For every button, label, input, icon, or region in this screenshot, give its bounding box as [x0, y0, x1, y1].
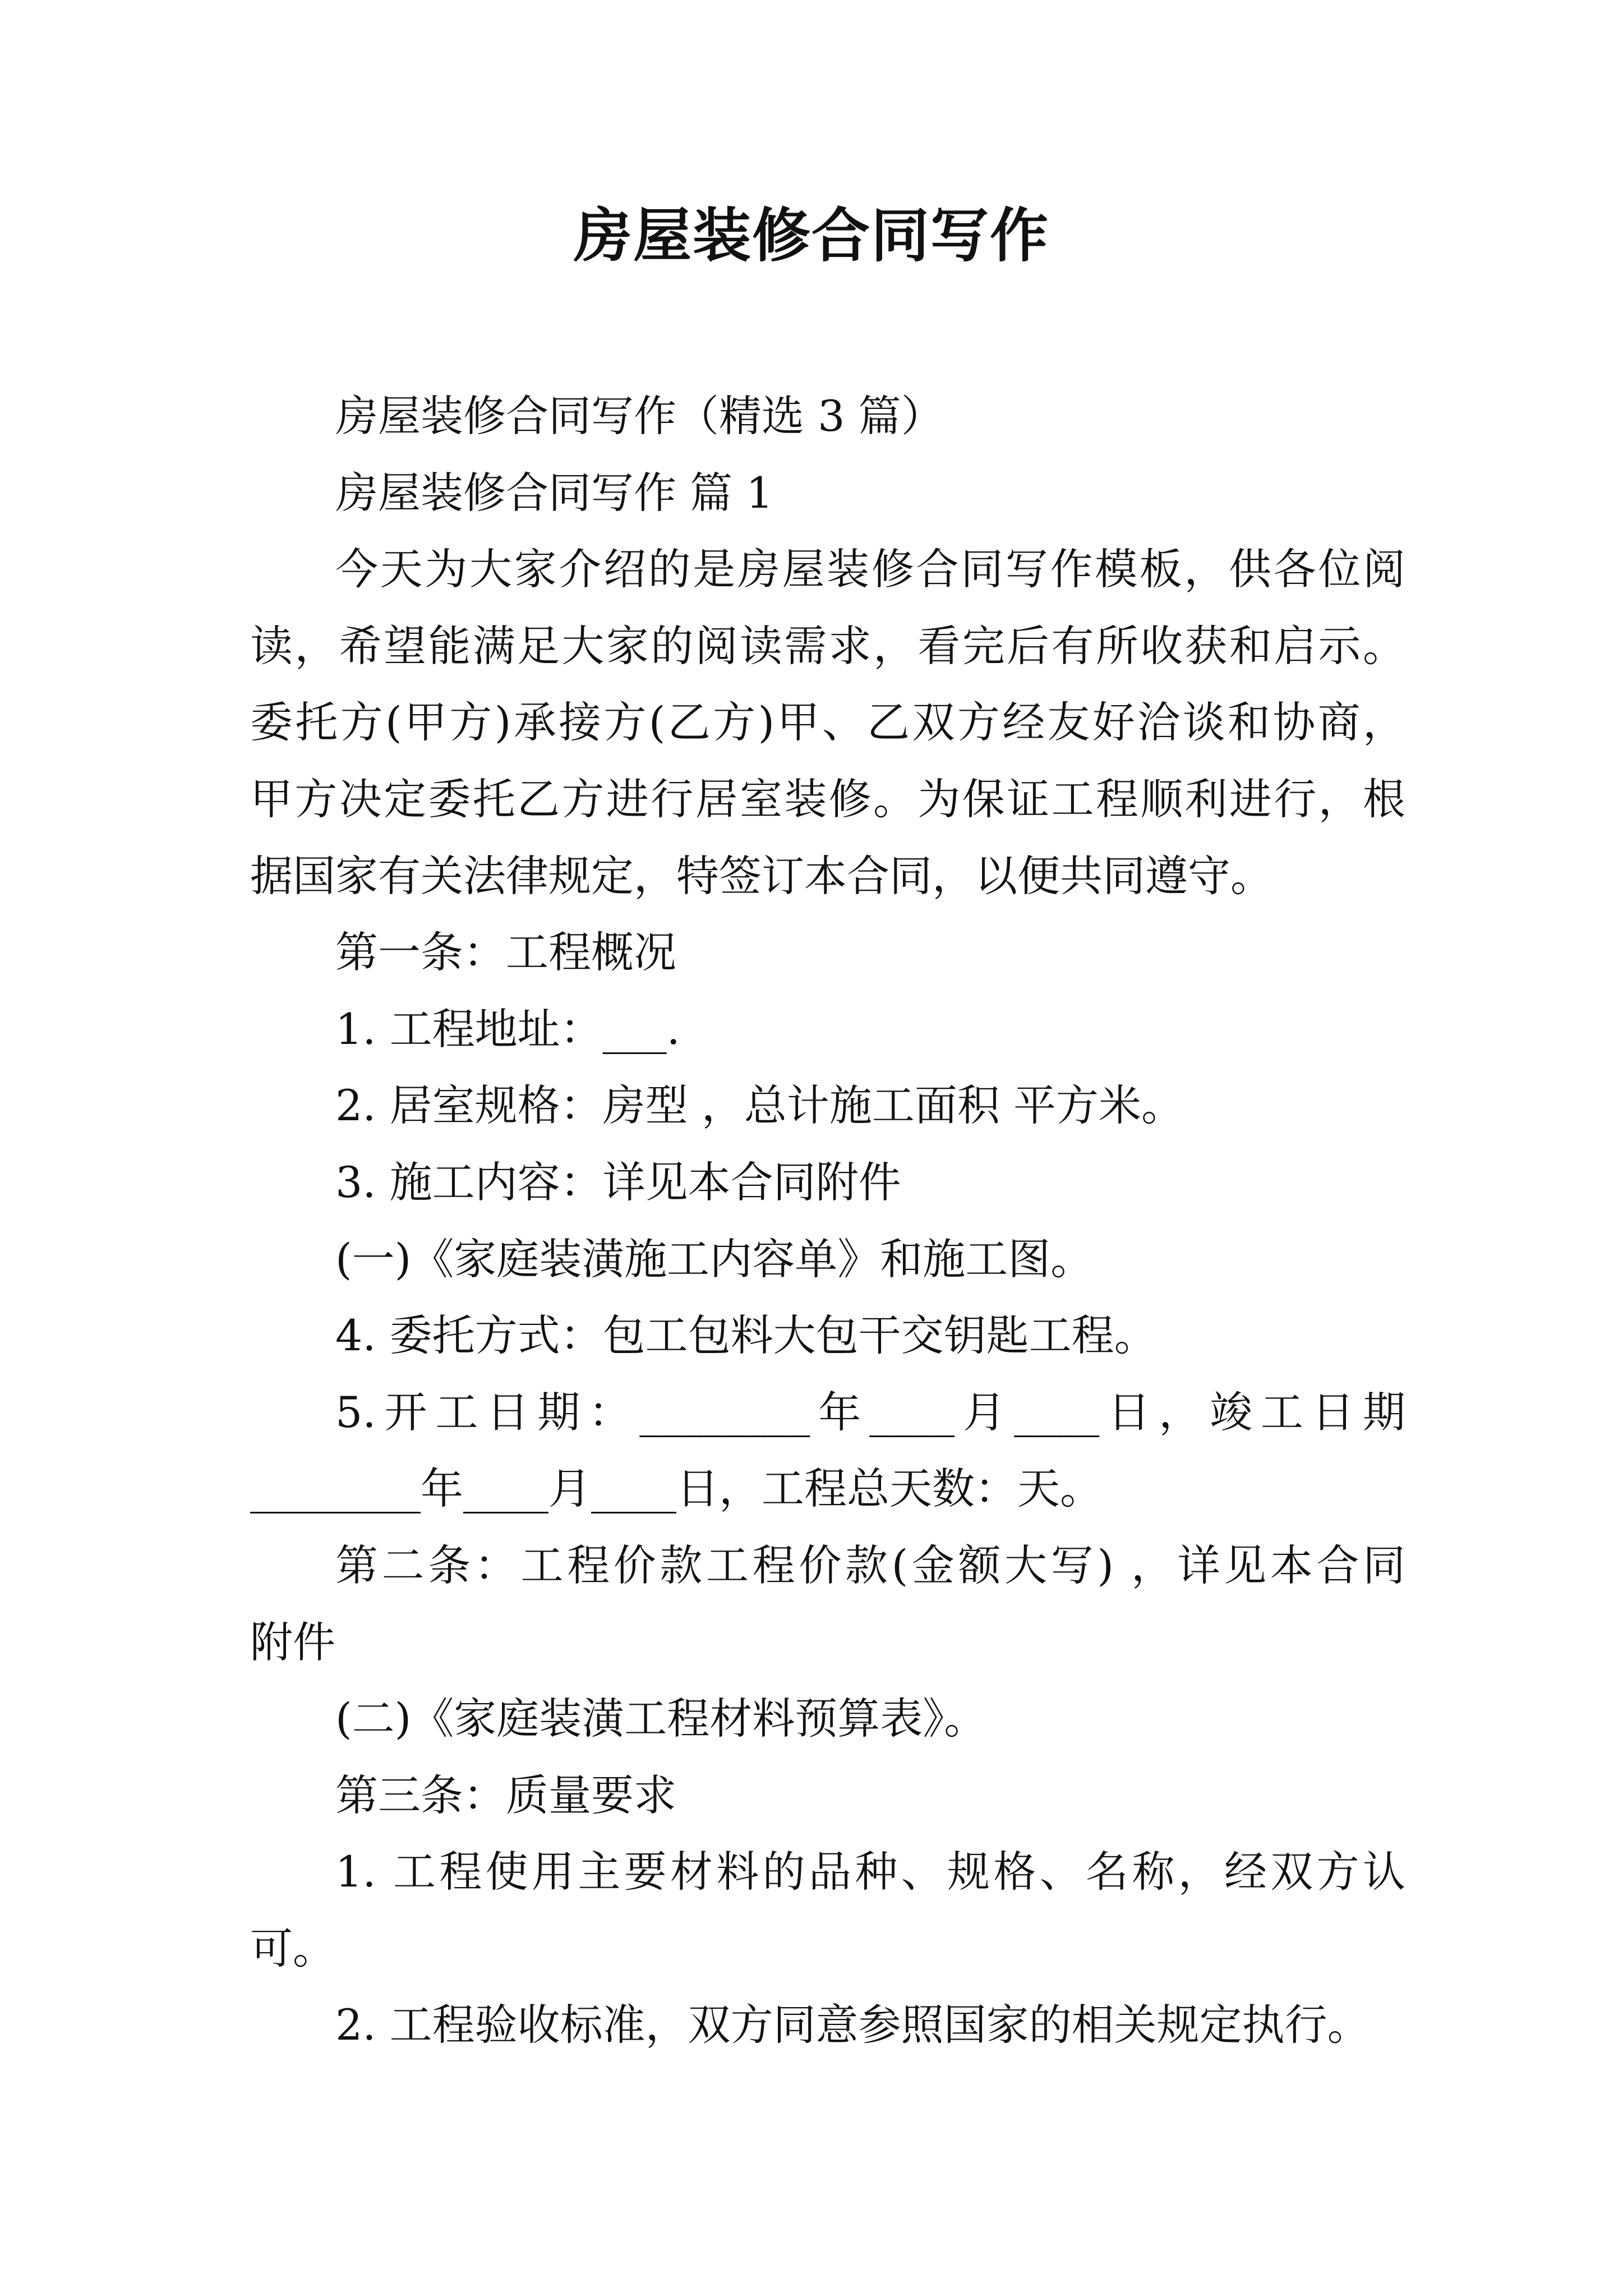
subtitle-line: 房屋装修合同写作（精选 3 篇）	[335, 391, 944, 441]
paragraph-line: 5.开工日期：________年____月____日，竣工日期	[335, 1387, 1405, 1437]
paragraph-line: 读，希望能满足大家的阅读需求，看完后有所收获和启示。	[250, 620, 1405, 671]
section-heading-line: 房屋装修合同写作 篇 1	[335, 467, 773, 518]
paragraph-line: 1. 工程地址：___.	[335, 1004, 680, 1054]
paragraph-line: (二)《家庭装潢工程材料预算表》。	[335, 1694, 987, 1744]
paragraph-line: 3. 施工内容：详见本合同附件	[335, 1157, 901, 1207]
intro-paragraph	[250, 531, 1405, 914]
section-heading-paragraph	[250, 455, 1405, 532]
paragraph-line: 据国家有关法律规定，特签订本合同，以便共同遵守。	[250, 850, 1273, 901]
clause-item	[250, 1987, 1405, 2064]
document-body	[250, 378, 1405, 2064]
clause-item	[250, 1221, 1405, 1298]
paragraph-line: 1. 工程使用主要材料的品种、规格、名称，经双方认	[335, 1847, 1405, 1897]
document-title: 房屋装修合同写作	[573, 201, 1049, 270]
clause-item-dates	[250, 1374, 1405, 1527]
paragraph-line: 甲方决定委托乙方进行居室装修。为保证工程顺利进行，根	[250, 774, 1405, 824]
paragraph-line: (一)《家庭装潢施工内容单》和施工图。	[335, 1234, 1094, 1284]
article-one-heading	[250, 914, 1405, 991]
subtitle-paragraph	[250, 378, 1405, 455]
clause-item	[250, 1834, 1405, 1987]
paragraph-line: 2. 居室规格：房型 ，总计施工面积 平方米。	[335, 1080, 1184, 1131]
paragraph-line: 第一条：工程概况	[335, 927, 676, 978]
paragraph-line: 今天为大家介绍的是房屋装修合同写作模板，供各位阅	[335, 544, 1405, 595]
clause-item	[250, 1681, 1405, 1757]
paragraph-line: 4. 委托方式：包工包料大包干交钥匙工程。	[335, 1310, 1157, 1361]
clause-item	[250, 1144, 1405, 1221]
clause-item	[250, 1068, 1405, 1144]
paragraph-line: 第二条：工程价款工程价款(金额大写) ，详见本合同	[335, 1540, 1405, 1590]
paragraph-line: 第三条：质量要求	[335, 1770, 676, 1820]
article-three-heading	[250, 1757, 1405, 1834]
paragraph-line: 2. 工程验收标准，双方同意参照国家的相关规定执行。	[335, 2000, 1370, 2050]
paragraph-line: ________年____月____日，工程总天数：天。	[250, 1464, 1103, 1514]
paragraph-line: 可。	[250, 1923, 335, 1973]
article-two-heading	[250, 1527, 1405, 1681]
paragraph-line: 附件	[250, 1617, 335, 1667]
clause-item	[250, 991, 1405, 1068]
clause-item	[250, 1297, 1405, 1374]
paragraph-line: 委托方(甲方)承接方(乙方)甲、乙双方经友好洽谈和协商，	[250, 697, 1405, 748]
